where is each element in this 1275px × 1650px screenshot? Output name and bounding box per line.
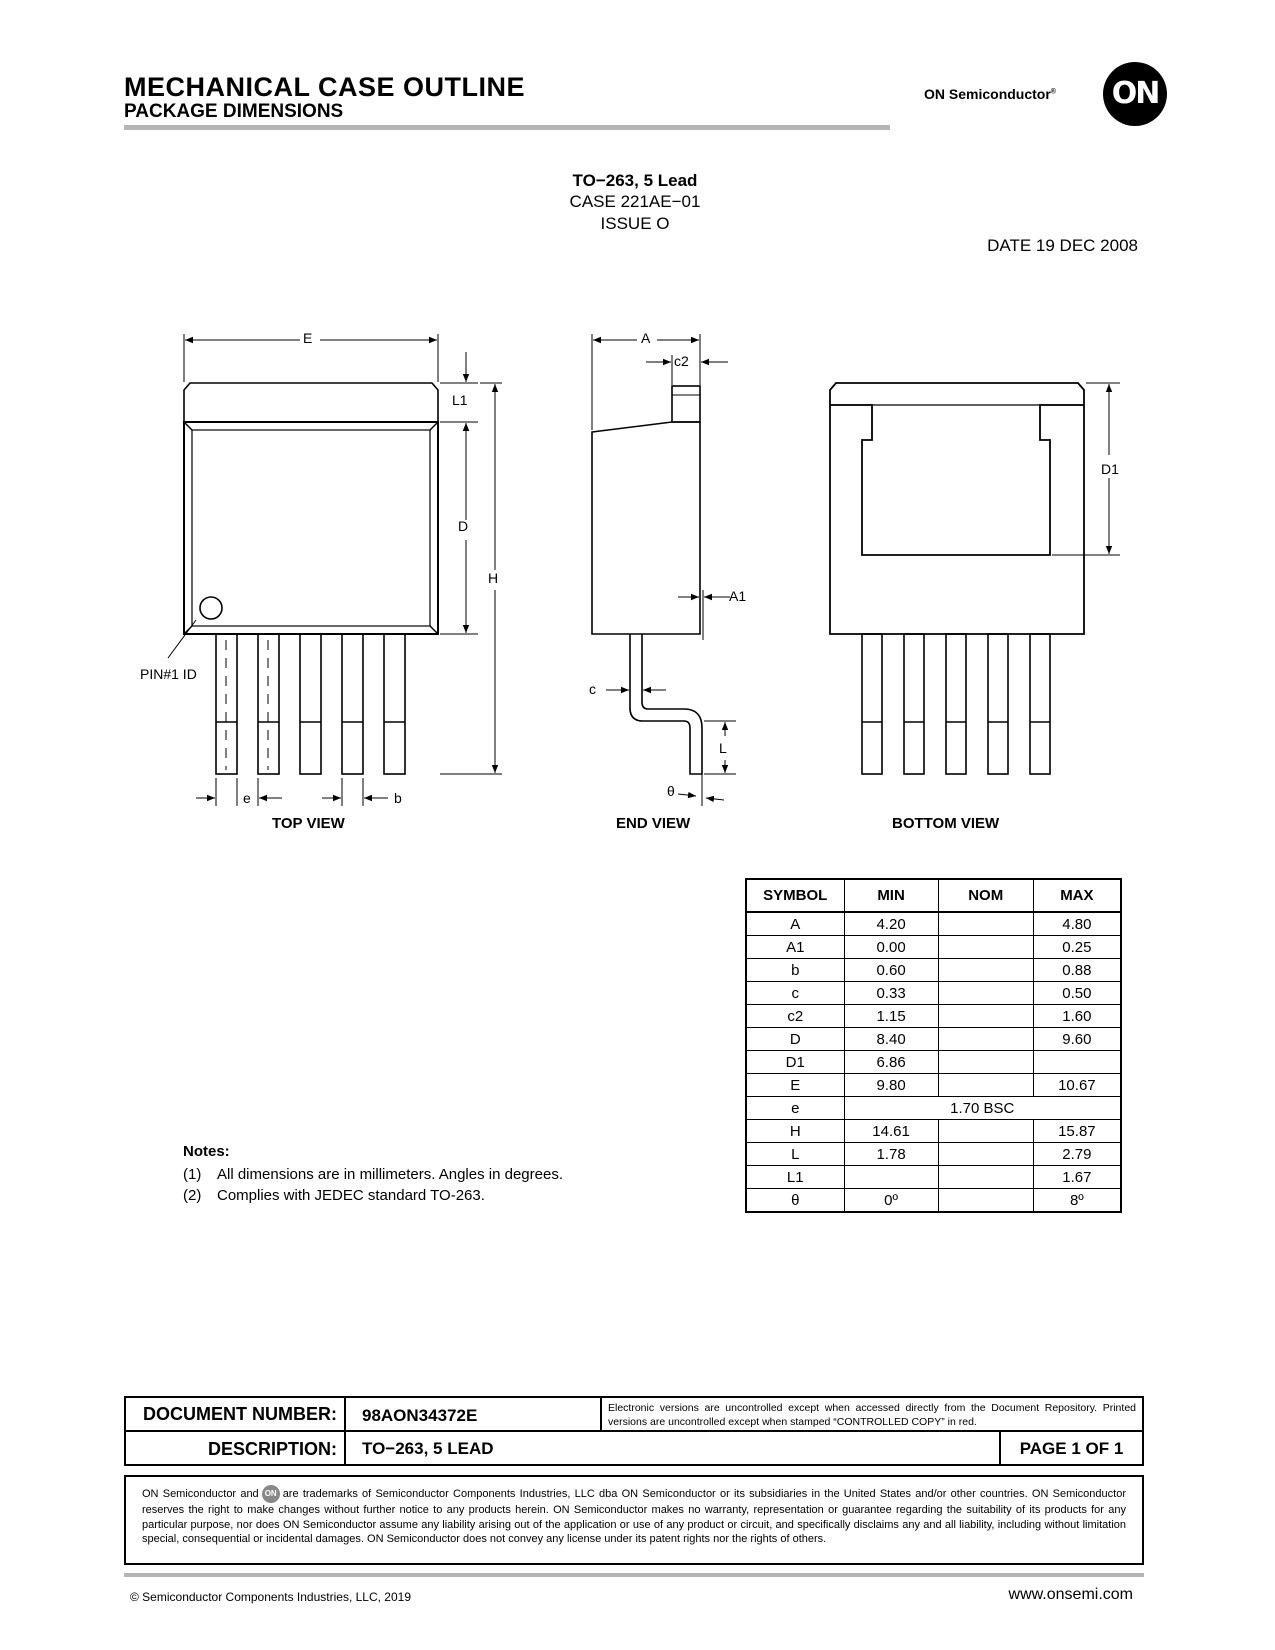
cell-nom: [938, 936, 1033, 959]
cell-max: 0.25: [1033, 936, 1121, 959]
note-item: [183, 1166, 563, 1183]
dim-label-e: e: [243, 790, 251, 806]
legal-text-start: ON Semiconductor and: [142, 1487, 259, 1500]
cell-max: [1033, 1051, 1121, 1074]
note-number: (1): [183, 1166, 202, 1183]
pin1-id-label: PIN#1 ID: [140, 666, 197, 682]
cell-max: 9.60: [1033, 1028, 1121, 1051]
table-row: [746, 959, 1121, 982]
case-number: CASE 221AE−01: [569, 192, 701, 211]
registered-mark: ®: [1050, 88, 1056, 96]
table-row: [746, 1005, 1121, 1028]
dim-label-E: E: [303, 330, 313, 346]
note-number: (2): [183, 1187, 202, 1204]
table-header-row: [746, 879, 1121, 912]
cell-nom: [938, 1028, 1033, 1051]
dim-label-L1: L1: [452, 392, 468, 408]
notes-heading: Notes:: [183, 1143, 230, 1160]
note-item: [183, 1187, 485, 1204]
description-label: DESCRIPTION:: [126, 1432, 346, 1466]
cell-nom: [938, 982, 1033, 1005]
brand-text: ON Semiconductor: [924, 86, 1051, 102]
table-row: [746, 1166, 1121, 1189]
cell-max: 4.80: [1033, 912, 1121, 936]
cell-symbol: D1: [746, 1051, 844, 1074]
on-mini-logo-icon: ON: [262, 1485, 280, 1503]
cell-nom: [938, 1005, 1033, 1028]
table-row: [746, 1051, 1121, 1074]
top-view-label: TOP VIEW: [272, 815, 345, 832]
cell-nom: [938, 1189, 1033, 1213]
cell-min: 0.00: [844, 936, 938, 959]
cell-min: 0.33: [844, 982, 938, 1005]
cell-max: 15.87: [1033, 1120, 1121, 1143]
on-logo-icon: ON: [1103, 62, 1167, 126]
cell-symbol: L1: [746, 1166, 844, 1189]
footer-divider: [124, 1573, 1144, 1577]
package-name: TO−263, 5 Lead: [572, 171, 698, 190]
table-row: [746, 1097, 1121, 1120]
table-row: [746, 1074, 1121, 1097]
dim-label-L: L: [719, 740, 727, 756]
cell-nom: [938, 1166, 1033, 1189]
end-view-label: END VIEW: [616, 815, 691, 832]
document-number-value: 98AON34372E: [346, 1398, 602, 1430]
dim-label-A1: A1: [729, 588, 747, 604]
cell-min: 14.61: [844, 1120, 938, 1143]
cell-min: 6.86: [844, 1051, 938, 1074]
cell-nom: [938, 959, 1033, 982]
cell-symbol: c2: [746, 1005, 844, 1028]
col-max: MAX: [1033, 879, 1121, 912]
cell-max: 8º: [1033, 1189, 1121, 1213]
cell-max: 1.60: [1033, 1005, 1121, 1028]
document-date: DATE 19 DEC 2008: [987, 236, 1138, 255]
table-row: [746, 936, 1121, 959]
col-symbol: SYMBOL: [746, 879, 844, 912]
cell-symbol: D: [746, 1028, 844, 1051]
page-title: MECHANICAL CASE OUTLINE: [124, 72, 526, 102]
cell-symbol: c: [746, 982, 844, 1005]
dim-label-D: D: [458, 518, 469, 534]
dim-label-D1: D1: [1101, 461, 1119, 477]
table-row: [746, 1143, 1121, 1166]
cell-min: 0º: [844, 1189, 938, 1213]
cell-min: 9.80: [844, 1074, 938, 1097]
end-view-drawing: [592, 334, 736, 806]
website-link[interactable]: www.onsemi.com: [1008, 1586, 1133, 1603]
copyright-text: © Semiconductor Components Industries, LLC, 2019: [130, 1590, 411, 1604]
cell-nom: [938, 1051, 1033, 1074]
note-text: All dimensions are in millimeters. Angles in degrees.: [217, 1166, 563, 1183]
cell-symbol: b: [746, 959, 844, 982]
cell-nom: [938, 1120, 1033, 1143]
table-row: [746, 982, 1121, 1005]
table-row: [746, 1189, 1121, 1213]
note-text: Complies with JEDEC standard TO-263.: [217, 1187, 485, 1204]
cell-min: 8.40: [844, 1028, 938, 1051]
dim-label-theta: θ: [667, 783, 675, 799]
cell-nom: [938, 1143, 1033, 1166]
cell-min: 0.60: [844, 959, 938, 982]
description-value: TO−263, 5 LEAD: [346, 1432, 1001, 1466]
dim-label-A: A: [641, 330, 651, 346]
cell-min: [844, 1166, 938, 1189]
bottom-view-label: BOTTOM VIEW: [892, 815, 1000, 832]
description-row: [126, 1432, 1142, 1466]
cell-symbol: θ: [746, 1189, 844, 1213]
table-row: [746, 1120, 1121, 1143]
bottom-view-drawing: [830, 383, 1120, 774]
dim-label-c: c: [589, 681, 596, 697]
cell-max: 2.79: [1033, 1143, 1121, 1166]
cell-symbol: H: [746, 1120, 844, 1143]
document-number-label: DOCUMENT NUMBER:: [126, 1398, 346, 1430]
cell-symbol: L: [746, 1143, 844, 1166]
dim-label-c2: c2: [674, 353, 689, 369]
cell-min: 1.15: [844, 1005, 938, 1028]
cell-nom: [938, 1074, 1033, 1097]
cell-max: 1.67: [1033, 1166, 1121, 1189]
cell-span: 1.70 BSC: [844, 1097, 1121, 1120]
cell-symbol: e: [746, 1097, 844, 1120]
cell-max: 0.88: [1033, 959, 1121, 982]
table-row: [746, 912, 1121, 936]
dim-label-H: H: [488, 570, 499, 586]
issue-label: ISSUE O: [600, 214, 670, 233]
col-nom: NOM: [938, 879, 1033, 912]
page-subtitle: PACKAGE DIMENSIONS: [124, 101, 344, 122]
cell-nom: [938, 912, 1033, 936]
page-indicator: PAGE 1 OF 1: [1019, 1439, 1124, 1458]
cell-symbol: A1: [746, 936, 844, 959]
col-min: MIN: [844, 879, 938, 912]
cell-max: 10.67: [1033, 1074, 1121, 1097]
legal-disclaimer: [124, 1475, 1144, 1565]
cell-symbol: A: [746, 912, 844, 936]
document-number-row: [126, 1398, 1142, 1432]
cell-symbol: E: [746, 1074, 844, 1097]
document-info-box: [124, 1396, 1144, 1466]
dimensions-table: [745, 878, 1122, 1213]
dim-label-b: b: [394, 790, 402, 806]
legal-text-rest: are trademarks of Semiconductor Components Industries, LLC dba ON Semiconductor or its subsidiaries in the United States and/or other countries. ON Semiconductor reserves the right to make changes without further notice to any products herein. ON Semiconductor makes no warranty, representation or guarantee regarding the suitability of its products for any particular purpose, nor does ON Semiconductor assume any liability arising out of the application or use of any product or circuit, and specifically disclaims any and all liability, including without limitation special, consequential or incidental damages. ON Semiconductor does not convey any license under its patent rights nor the rights of others.: [142, 1487, 1126, 1545]
electronic-version-notice: Electronic versions are uncontrolled except when accessed directly from the Document Repository. Printed versions are uncontrolled except when stamped “CONTROLLED COPY” in red.: [608, 1402, 1136, 1428]
table-row: [746, 1028, 1121, 1051]
cell-min: 4.20: [844, 912, 938, 936]
cell-max: 0.50: [1033, 982, 1121, 1005]
cell-min: 1.78: [844, 1143, 938, 1166]
